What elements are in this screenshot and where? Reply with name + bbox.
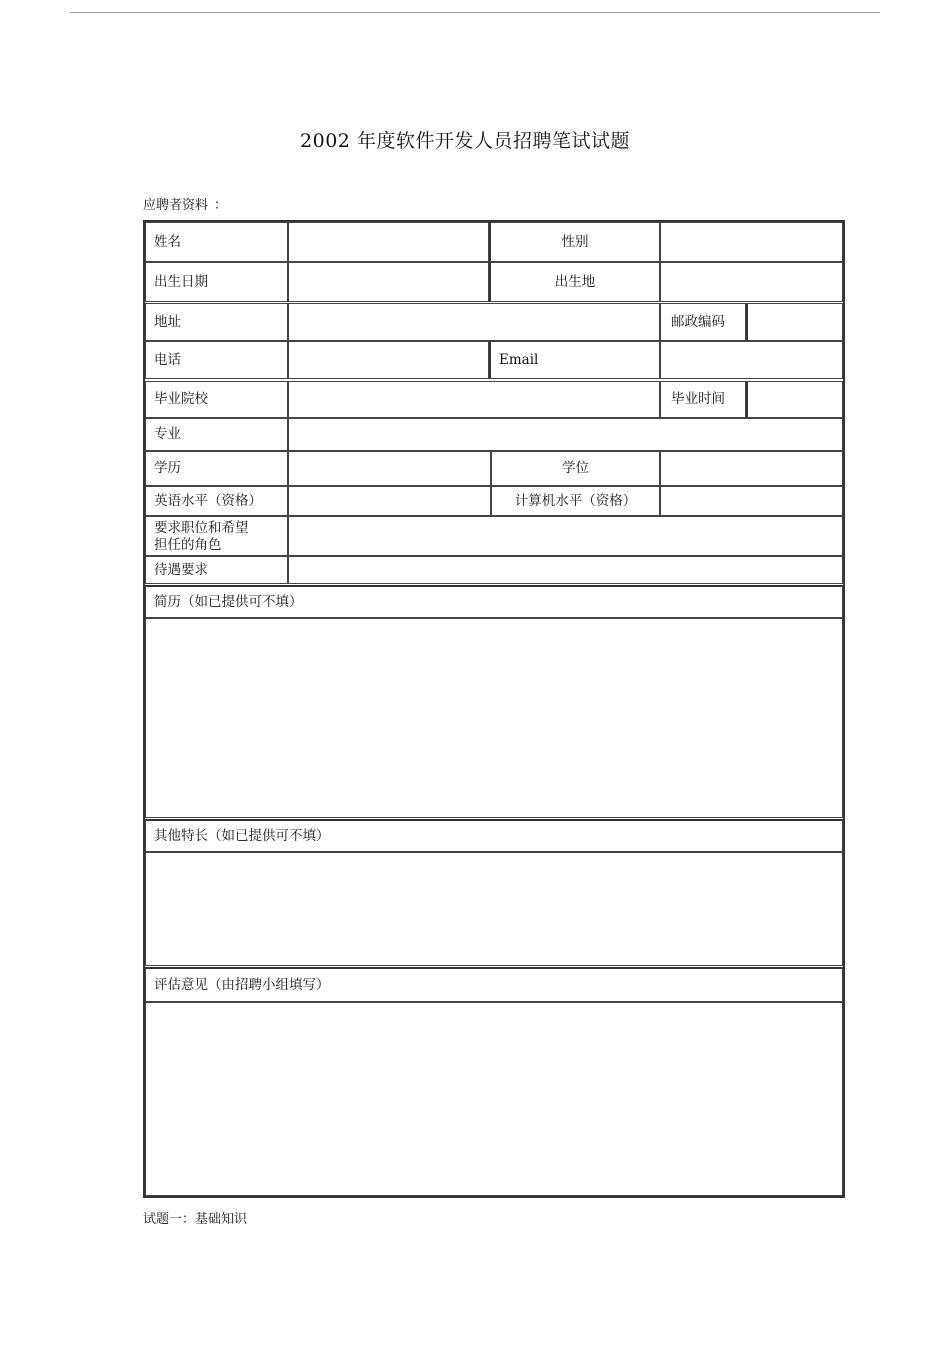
salary-label: 待遇要求 [145,556,288,584]
resume-label: 简历（如已提供可不填） [145,585,843,618]
name-label: 姓名 [145,222,288,262]
birth-place-label: 出生地 [489,262,660,302]
evaluation-label: 评估意见（由招聘小组填写） [145,967,843,1002]
major-label: 专业 [145,418,288,451]
gender-label: 性别 [489,222,660,262]
email-label: Email [489,341,660,379]
salary-field[interactable] [288,556,843,584]
applicant-info-colon: ： [214,198,228,213]
skills-label: 其他特长（如已提供可不填） [145,819,843,852]
computer-level-label: 计算机水平（资格） [491,486,660,516]
education-label: 学历 [145,451,288,486]
application-form [143,220,845,1198]
computer-level-field[interactable] [660,486,843,516]
degree-label: 学位 [491,451,660,486]
birth-date-field[interactable] [288,262,489,302]
evaluation-field[interactable] [145,1002,843,1196]
applicant-info-label: 应聘者资料 [143,198,209,213]
postcode-field[interactable] [746,303,843,341]
birth-date-label: 出生日期 [145,262,288,302]
address-label: 地址 [145,303,288,341]
position-field[interactable] [288,516,843,556]
page-title: 2002 年度软件开发人员招聘笔试试题 [300,130,630,152]
header-rule [70,12,880,13]
school-field[interactable] [288,381,660,418]
section-heading-basics: 试题一：基础知识 [143,1212,248,1227]
gender-field[interactable] [660,222,843,262]
address-field[interactable] [288,303,660,341]
major-field[interactable] [288,418,843,451]
position-label: 要求职位和希望 担任的角色 [145,516,288,556]
email-field[interactable] [660,341,843,379]
school-label: 毕业院校 [145,381,288,418]
grad-time-field[interactable] [746,381,843,418]
name-field[interactable] [288,222,489,262]
resume-field[interactable] [145,618,843,818]
applicant-info-heading [143,194,227,213]
education-field[interactable] [288,451,491,486]
english-level-label: 英语水平（资格） [145,486,288,516]
degree-field[interactable] [660,451,843,486]
postcode-label: 邮政编码 [660,303,746,341]
english-level-field[interactable] [288,486,491,516]
birth-place-field[interactable] [660,262,843,302]
phone-label: 电话 [145,341,288,379]
skills-field[interactable] [145,852,843,966]
phone-field[interactable] [288,341,489,379]
grad-time-label: 毕业时间 [660,381,746,418]
